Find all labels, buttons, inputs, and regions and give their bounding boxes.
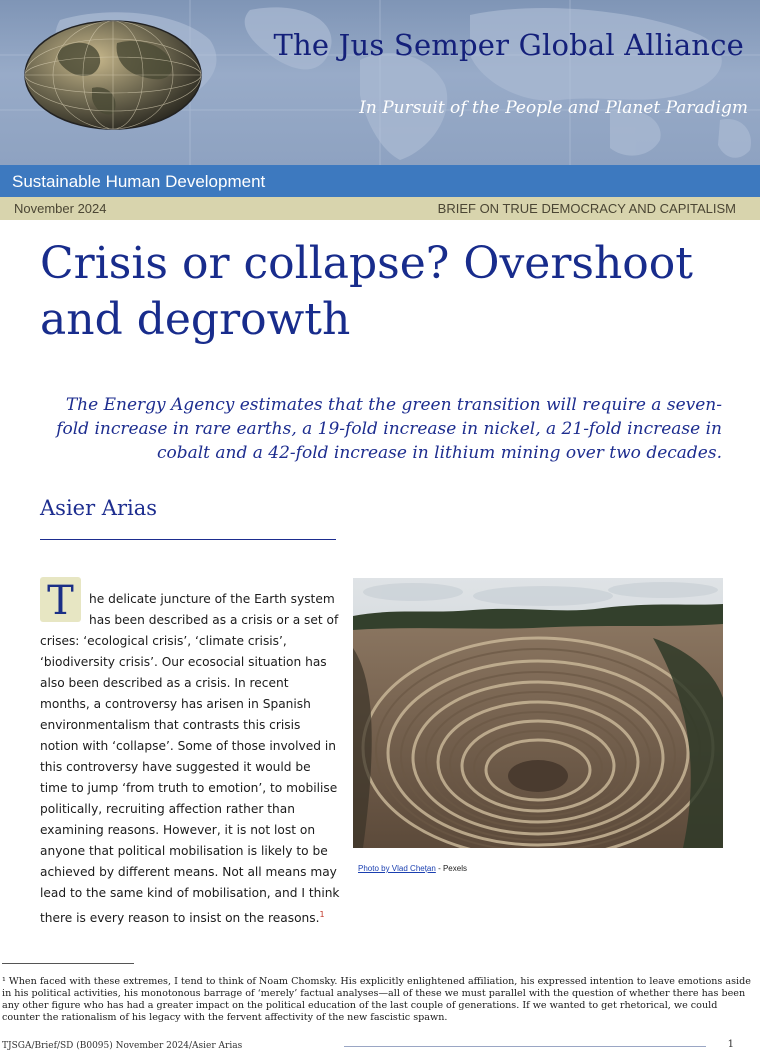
footer-divider: [344, 1046, 706, 1047]
document-reference: TJSGA/Brief/SD (B0095) November 2024/Asier Arias: [2, 1041, 243, 1051]
footnote-text: ¹ When faced with these extremes, I tend to think of Noam Chomsky. His explicitly enlightened affiliation, his expressed intention to leave emotions aside in his political activities, his monotonous barrage of ‘merely’ factual analyses—all of these we must parallel with the question of whether there has been any other figure who has had a greater impact on the political education of the last couple of generations. If we wanted to get rhetorical, we could counter the rationalism of his legacy with the fervent affectivity of the new fascistic spawn.: [2, 976, 751, 1023]
author-name: Asier Arias: [40, 496, 158, 520]
masthead-banner: [0, 0, 760, 165]
section-label: Sustainable Human Development: [12, 172, 266, 191]
brief-category: BRIEF ON TRUE DEMOCRACY AND CAPITALISM: [437, 201, 736, 216]
drop-cap: T: [40, 577, 81, 622]
pull-quote: The Energy Agency estimates that the green transition will require a seven-fold increase in rare earths, a 19-fold increase in nickel, a 21-fold increase in cobalt and a 42-fold increase in lithium mining over two decades.: [56, 395, 722, 463]
article-body: [40, 578, 340, 929]
globe-icon: [22, 18, 204, 133]
article-title: Crisis or collapse? Overshoot and degrowth: [40, 238, 693, 345]
footnote-divider: [2, 963, 134, 964]
section-bar: [0, 165, 760, 197]
issue-date: November 2024: [14, 201, 107, 216]
page-number: 1: [727, 1039, 734, 1050]
photo-credit: [358, 864, 467, 873]
date-bar: [0, 197, 760, 220]
author-divider: [40, 539, 336, 540]
photo-credit-link[interactable]: Photo by Vlad Chețan: [358, 864, 436, 873]
footnote-reference[interactable]: 1: [319, 910, 325, 919]
organization-title: The Jus Semper Global Alliance: [273, 28, 744, 62]
photo-credit-source: - Pexels: [435, 864, 467, 873]
body-paragraph: he delicate juncture of the Earth system has been described as a crisis or a set of crises: ‘ecological crisis’, ‘climate crisis’, ‘biodiversity crisis’. Our ecosocial situation has also been described as a crisis. In recent months, a controversy has arisen in Spanish environmentalism that contrasts this crisis notion with ‘collapse’. Some of those involved in this controversy have suggested it would be time to jump ‘from truth to emotion’, to mobilise politically, recruiting affection rather than examining reasons. However, it is not lost on anyone that political mobilisation is likely to be achieved by different means. Not all means may lead to the same kind of mobilisation, and I think there is every reason to insist on the reasons.: [40, 592, 340, 926]
tagline: In Pursuit of the People and Planet Paradigm: [359, 98, 748, 118]
mine-photo: [353, 578, 723, 848]
